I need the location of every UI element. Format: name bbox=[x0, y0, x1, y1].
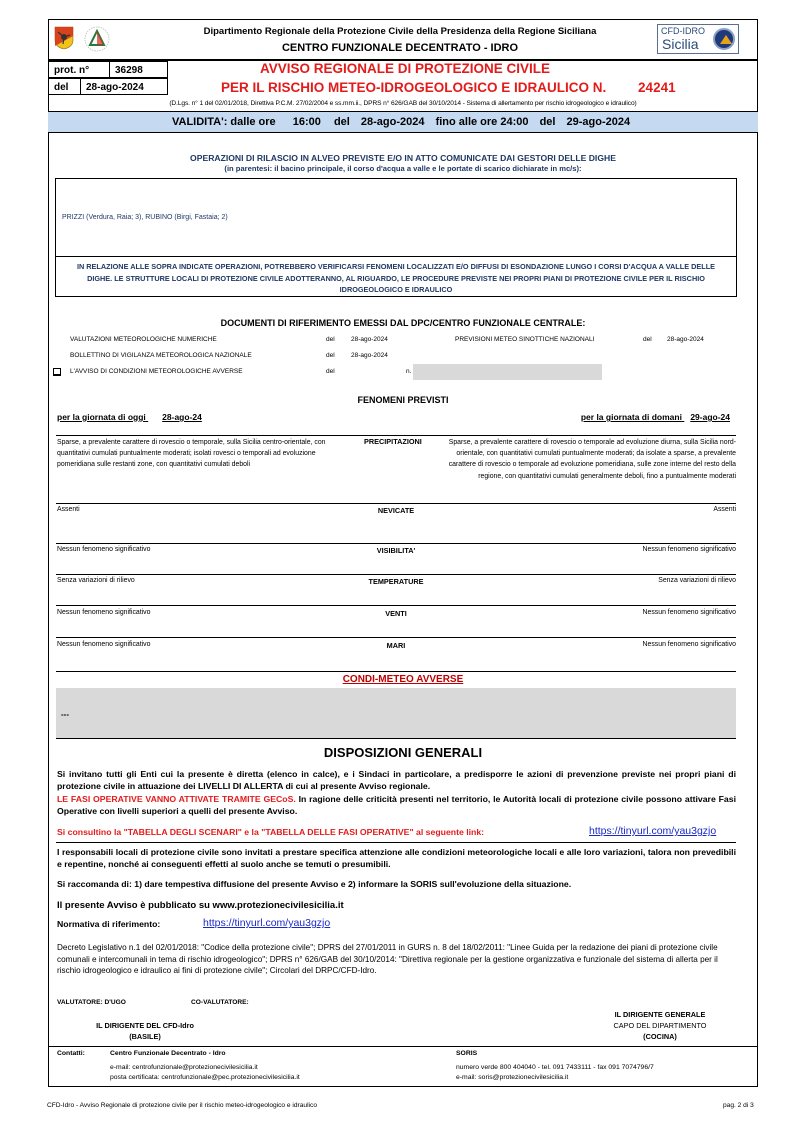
soris-phone: numero verde 800 404040 - tel. 091 7433111 - fax 091 7074796/7 bbox=[456, 1064, 654, 1071]
page-footer-text: CFD-Idro - Avviso Regionale di protezione civile per il rischio meteo-idrogeologico e idraulico bbox=[47, 1102, 317, 1109]
avviso-checkbox[interactable] bbox=[53, 368, 61, 376]
valutatore: VALUTATORE: D'UGO bbox=[57, 999, 126, 1006]
doc-bollettino-del: del bbox=[326, 352, 335, 359]
del-label: del bbox=[54, 82, 69, 93]
doc-valutazioni-label: VALUTAZIONI METEOROLOGICHE NUMERICHE bbox=[70, 336, 217, 343]
doc-avviso-n: n. bbox=[406, 368, 412, 375]
normativa-label: Normativa di riferimento: bbox=[57, 919, 161, 929]
general-para1: Si invitano tutti gli Enti cui la presente è diretta (elenco in calce), e i Sindaci in particolare, a predisporre le azioni di prevenzione previste nei propri piani di protezione civile in attuazione dei LIVELLI DI ALLERTA di cui al presente Avviso regionale. bbox=[57, 769, 736, 792]
dams-operations-box bbox=[55, 178, 737, 257]
forecast-title: FENOMENI PREVISTI bbox=[357, 395, 449, 405]
dams-subtitle: (in parentesi: il bacino principale, il corso d'acqua a valle e le portate di scarico dichiarate in mc/s): bbox=[224, 164, 582, 173]
cfd-pec: posta certificata: centrofunzionale@pec.protezionecivilesicilia.it bbox=[110, 1074, 300, 1081]
left-signatory-name: (BASILE) bbox=[129, 1032, 161, 1041]
validity-bar bbox=[48, 111, 758, 133]
page-number: pag. 2 di 3 bbox=[723, 1102, 754, 1109]
row-divider bbox=[56, 605, 736, 606]
validity-del1: del bbox=[333, 116, 350, 128]
prot-label: prot. n° bbox=[54, 65, 90, 76]
avviso-number-field[interactable] bbox=[413, 364, 602, 380]
logo-text-line1: CFD-IDRO bbox=[661, 26, 705, 36]
right-signatory-name: (COCINA) bbox=[643, 1032, 677, 1041]
decree-text: Decreto Legislativo n.1 del 02/01/2018: "Codice della protezione civile"; DPRS del 27/01/2011 in GURS n. 8 del 18/02/2011: "Linee Guida per la redazione dei piani di protezione civile comunali e intercomunali in tema di rischio idrogeologico"; DPRS n° 626/GAB del 30/10/2014: "Direttiva regionale per la gestione organizzativa e funzionale del sistema di allerta per il rischio idrogeologico e idraulico ai fini di protezione civile"; Circolari del DRPC/CFD-Idro. bbox=[57, 943, 718, 976]
department-name: Dipartimento Regionale della Protezione Civile della Presidenza della Regione Siciliana bbox=[203, 26, 597, 37]
contacts-label: Contatti: bbox=[57, 1050, 85, 1057]
mari-today: Nessun fenomeno significativo bbox=[57, 641, 151, 648]
co-valutatore: CO-VALUTATORE: bbox=[191, 999, 249, 1006]
documents-title: DOCUMENTI DI RIFERIMENTO EMESSI DAL DPC/CENTRO FUNZIONALE CENTRALE: bbox=[220, 318, 586, 328]
doc-previsioni-label: PREVISIONI METEO SINOTTICHE NAZIONALI bbox=[455, 336, 595, 343]
published-text: Il presente Avviso è pubblicato su www.protezionecivilesicilia.it bbox=[57, 900, 344, 911]
forecast-today-header bbox=[57, 412, 202, 422]
visibilita-label: VISIBILITA' bbox=[376, 546, 416, 555]
right-signatory-role: CAPO DEL DIPARTIMENTO bbox=[613, 1021, 707, 1030]
doc-avviso-del: del bbox=[326, 368, 335, 375]
row-divider bbox=[56, 842, 736, 843]
general-para2 bbox=[57, 793, 736, 818]
venti-today: Nessun fenomeno significativo bbox=[57, 609, 151, 616]
dams-operations: PRIZZI (Verdura, Raia; 3), RUBINO (Birgi, Fastaia; 2) bbox=[62, 214, 228, 221]
doc-previsioni-date: 28-ago-2024 bbox=[667, 336, 704, 343]
doc-valutazioni-del: del bbox=[326, 336, 335, 343]
nevicate-tomorrow: Assenti bbox=[713, 506, 736, 513]
precip-today: Sparse, a prevalente carattere di rovescio o temporale, sulla Sicilia centro-orientale, con quantitativi cumulati puntualmente moderati; isolati rovesci o temporali ad evoluzione pomeridiana sulle restanti zone, con quantitativi cumulati deboli bbox=[57, 439, 326, 469]
title-line1: AVVISO REGIONALE DI PROTEZIONE CIVILE bbox=[259, 61, 551, 76]
validity-text bbox=[172, 116, 630, 128]
normativa-link[interactable]: https://tinyurl.com/yau3gzjo bbox=[203, 917, 331, 929]
tables-text: Si consultino la "TABELLA DEGLI SCENARI" e la "TABELLA DELLE FASI OPERATIVE" al seguente link: bbox=[57, 827, 485, 837]
nevicate-today: Assenti bbox=[57, 506, 80, 513]
row-divider bbox=[56, 543, 736, 544]
title-line2-text: PER IL RISCHIO METEO-IDROGEOLOGICO E IDRAULICO N. bbox=[221, 80, 607, 95]
general-title: DISPOSIZIONI GENERALI bbox=[323, 745, 483, 760]
tomorrow-date: 29-ago-24 bbox=[690, 412, 730, 422]
prot-value: 36298 bbox=[115, 65, 143, 76]
general-para2-red: LE FASI OPERATIVE VANNO ATTIVATE TRAMITE GECoS. bbox=[57, 794, 296, 804]
validity-del2: del bbox=[539, 116, 556, 128]
del-label-cell bbox=[48, 78, 81, 95]
today-label: per la giornata di oggi bbox=[57, 412, 146, 422]
temperature-label: TEMPERATURE bbox=[368, 577, 424, 586]
doc-avviso-label: L'AVVISO DI CONDIZIONI METEOROLOGICHE AVVERSE bbox=[70, 368, 243, 375]
soris-email: e-mail: soris@protezionecivilesicilia.it bbox=[456, 1074, 569, 1081]
validity-start-date: 28-ago-2024 bbox=[360, 116, 425, 128]
legal-reference: (D.Lgs. n° 1 del 02/01/2018, Direttiva P.C.M. 27/02/2004 e ss.mm.ii., DPRS n° 626/GAB del 30/10/2014 - Sistema di allertamento per rischio idrogeologico e idraulico) bbox=[169, 100, 637, 107]
logo-text-line2: Sicilia bbox=[662, 36, 699, 52]
today-date: 28-ago-24 bbox=[162, 412, 202, 422]
cfd-email: e-mail: centrofunzionale@protezionecivilesicilia.it bbox=[110, 1064, 258, 1071]
row-divider bbox=[56, 574, 736, 575]
validity-until: fino alle ore 24:00 bbox=[435, 116, 529, 128]
general-para3: I responsabili locali di protezione civile sono invitati a prestare specifica attenzione alle condizioni meteorologiche locali e alle loro variazioni, talora non prevedibili e repentine, nonché ai conseguenti effetti al suolo anche se temuti o presumibili. bbox=[57, 847, 736, 870]
del-value: 28-ago-2024 bbox=[86, 82, 144, 93]
venti-label: VENTI bbox=[385, 609, 407, 618]
doc-bollettino-label: BOLLETTINO DI VIGILANZA METEOROLOGICA NAZIONALE bbox=[70, 352, 252, 359]
cfd-seal-icon bbox=[713, 28, 735, 50]
precip-label: PRECIPITAZIONI bbox=[364, 437, 422, 446]
venti-tomorrow: Nessun fenomeno significativo bbox=[642, 609, 736, 616]
precip-tomorrow: Sparse, a prevalente carattere di rovescio o temporale ad evoluzione diurna, sulla Sicilia nord-orientale, con quantitativi cumulati puntualmente moderati; da isolate a sparse, a prevalente carattere di rovescio o temporale ad evoluzione pomeridiana, sulle zone interne del resto della regione, con quantitativi cumulati generalmente deboli, fino a puntualmente moderati bbox=[448, 439, 736, 480]
general-para4: Si raccomanda di: 1) dare tempestiva diffusione del presente Avviso e 2) informare la SORIS sull'evoluzione della situazione. bbox=[57, 879, 572, 889]
tables-link[interactable]: https://tinyurl.com/yau3gzjo bbox=[589, 825, 717, 837]
validity-start-time: 16:00 bbox=[292, 116, 321, 128]
doc-previsioni-del: del bbox=[643, 336, 652, 343]
doc-valutazioni-date: 28-ago-2024 bbox=[351, 336, 388, 343]
dams-warning-box bbox=[55, 256, 737, 297]
tomorrow-label: per la giornata di domani bbox=[580, 412, 682, 422]
right-signatory-title: IL DIRIGENTE GENERALE bbox=[614, 1010, 706, 1019]
dams-title: OPERAZIONI DI RILASCIO IN ALVEO PREVISTE E/O IN ATTO COMUNICATE DAI GESTORI DELLE DIGHE bbox=[190, 153, 616, 163]
row-divider bbox=[56, 435, 736, 436]
soris-name: SORIS bbox=[456, 1050, 478, 1057]
prot-value-cell bbox=[109, 61, 168, 78]
civil-protection-logo bbox=[84, 26, 110, 52]
mari-tomorrow: Nessun fenomeno significativo bbox=[642, 641, 736, 648]
adverse-title: CONDI-METEO AVVERSE bbox=[342, 674, 464, 685]
centre-name: CENTRO FUNZIONALE DECENTRATO - IDRO bbox=[281, 42, 519, 54]
temperature-today: Senza variazioni di rilievo bbox=[57, 577, 135, 584]
prot-label-cell bbox=[48, 61, 110, 78]
nevicate-label: NEVICATE bbox=[377, 506, 415, 515]
adverse-content: --- bbox=[61, 710, 69, 719]
row-divider bbox=[56, 637, 736, 638]
avviso-number: 24241 bbox=[638, 80, 676, 95]
adverse-content-box bbox=[56, 688, 736, 738]
del-value-cell bbox=[80, 78, 168, 95]
visibilita-today: Nessun fenomeno significativo bbox=[57, 546, 151, 553]
visibilita-tomorrow: Nessun fenomeno significativo bbox=[642, 546, 736, 553]
sicily-coat-of-arms-logo bbox=[54, 26, 74, 50]
mari-label: MARI bbox=[386, 641, 406, 650]
dams-warning: IN RELAZIONE ALLE SOPRA INDICATE OPERAZIONI, POTREBBERO VERIFICARSI FENOMENI LOCALIZZATI E/O DIFFUSI DI ESONDAZIONE LUNGO I CORSI D'ACQUA A VALLE DELLE DIGHE. LE STRUTTURE LOCALI DI PROTEZIONE CIVILE ADOTTERANNO, AL RIGUARDO, LE PROCEDURE PREVISTE NEI PROPRI PIANI DI PROTEZIONE CIVILE PER IL RISCHIO IDROGEOLOGICO E IDRAULICO bbox=[76, 262, 716, 294]
row-divider bbox=[56, 503, 736, 504]
title-line2 bbox=[221, 80, 721, 95]
row-divider bbox=[56, 738, 736, 739]
cfd-idro-sicilia-logo bbox=[657, 24, 739, 54]
validity-end-date: 29-ago-2024 bbox=[566, 116, 631, 128]
temperature-tomorrow: Senza variazioni di rilievo bbox=[658, 577, 736, 584]
row-divider bbox=[56, 671, 736, 672]
general-para2-rest: In ragione delle criticità presenti nel territorio, le Autorità locali di protezione civile possono attivare Fasi Operative con livelli superiori a quelli del presente Avviso. bbox=[57, 794, 736, 817]
validity-label: VALIDITA': dalle ore bbox=[172, 116, 276, 128]
left-signatory-title: IL DIRIGENTE DEL CFD-Idro bbox=[96, 1021, 194, 1030]
doc-bollettino-date: 28-ago-2024 bbox=[351, 352, 388, 359]
cfd-name: Centro Funzionale Decentrato - Idro bbox=[110, 1050, 226, 1057]
forecast-tomorrow-header bbox=[480, 412, 758, 422]
